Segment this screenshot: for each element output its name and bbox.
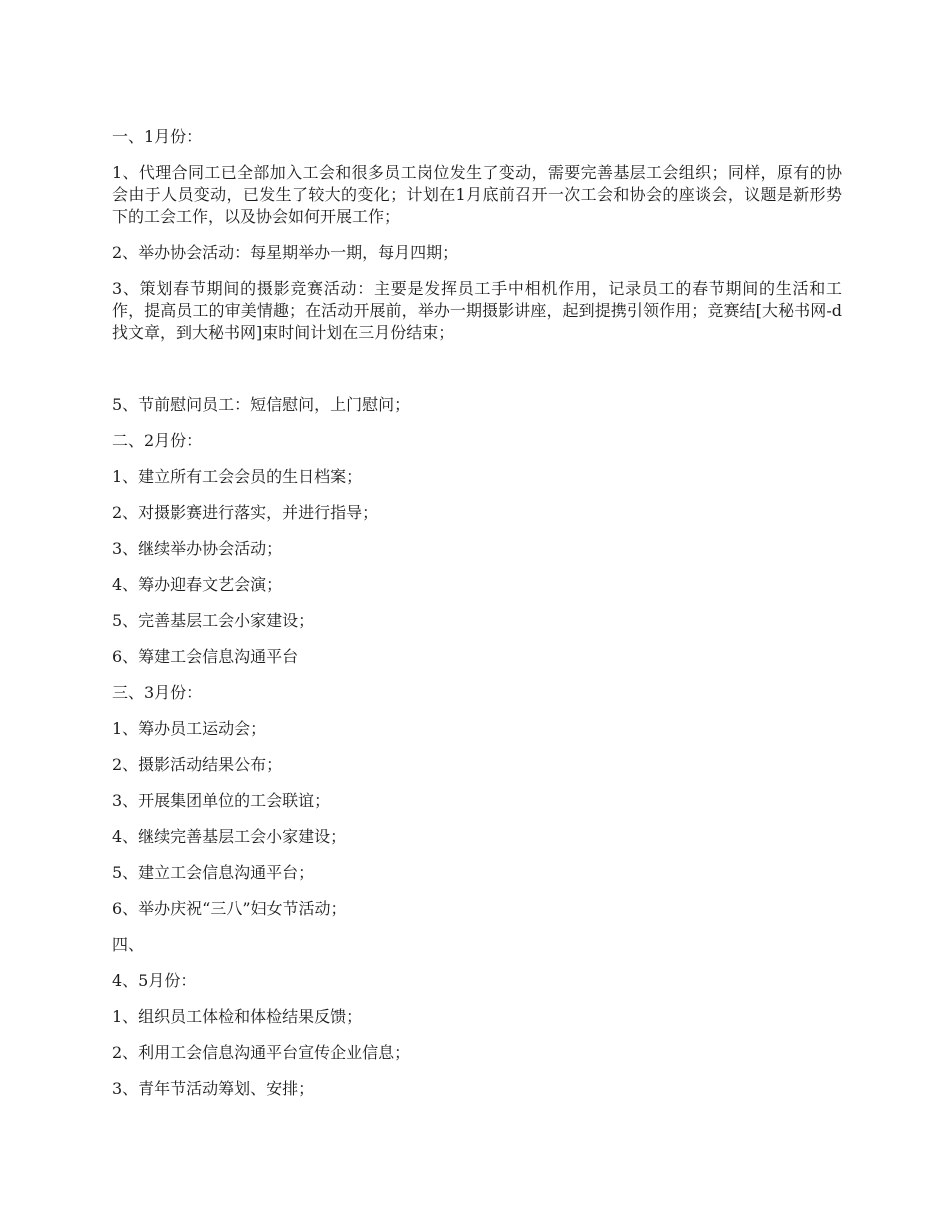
list-item: 3、继续举办协会活动； <box>112 539 283 558</box>
list-item: 2、对摄影赛进行落实，并进行指导； <box>112 503 379 522</box>
section-heading-january: 一、1月份： <box>112 127 203 146</box>
list-item: 4、筹办迎春文艺会演； <box>112 575 283 594</box>
list-item: 5、建立工会信息沟通平台； <box>112 863 315 882</box>
section-heading-april-may: 4、5月份： <box>112 971 197 990</box>
document-body <box>112 126 842 1114</box>
list-item: 5、节前慰问员工：短信慰问，上门慰问； <box>112 395 411 414</box>
list-item: 1、建立所有工会会员的生日档案； <box>112 467 363 486</box>
list-item: 3、开展集团单位的工会联谊； <box>112 791 331 810</box>
list-item: 5、完善基层工会小家建设； <box>112 611 315 630</box>
list-item: 4、继续完善基层工会小家建设； <box>112 827 347 846</box>
list-item: 2、举办协会活动：每星期举办一期，每月四期； <box>112 243 459 262</box>
section-heading-march: 三、3月份： <box>112 683 203 702</box>
list-item: 3、策划春节期间的摄影竞赛活动：主要是发挥员工手中相机作用，记录员工的春节期间的生活和工作，提高员工的审美情趣；在活动开展前，举办一期摄影讲座，起到提携引领作用；竞赛结[大秘书网-d找文章，到大秘书网]束时间计划在三月份结束； <box>112 279 842 342</box>
section-heading-fourth: 四、 <box>112 935 145 954</box>
list-item: 6、筹建工会信息沟通平台 <box>112 647 299 666</box>
list-item: 3、青年节活动筹划、安排； <box>112 1079 315 1098</box>
section-heading-february: 二、2月份： <box>112 431 203 450</box>
list-item: 2、利用工会信息沟通平台宣传企业信息； <box>112 1043 411 1062</box>
list-item: 6、举办庆祝“三八”妇女节活动； <box>112 899 347 918</box>
list-item: 1、筹办员工运动会； <box>112 719 267 738</box>
list-item: 2、摄影活动结果公布； <box>112 755 283 774</box>
list-item: 1、组织员工体检和体检结果反馈； <box>112 1007 363 1026</box>
list-item: 1、代理合同工已全部加入工会和很多员工岗位发生了变动，需要完善基层工会组织；同样，原有的协会由于人员变动，已发生了较大的变化；计划在1月底前召开一次工会和协会的座谈会，议题是新形势下的工会工作，以及协会如何开展工作； <box>112 163 842 226</box>
